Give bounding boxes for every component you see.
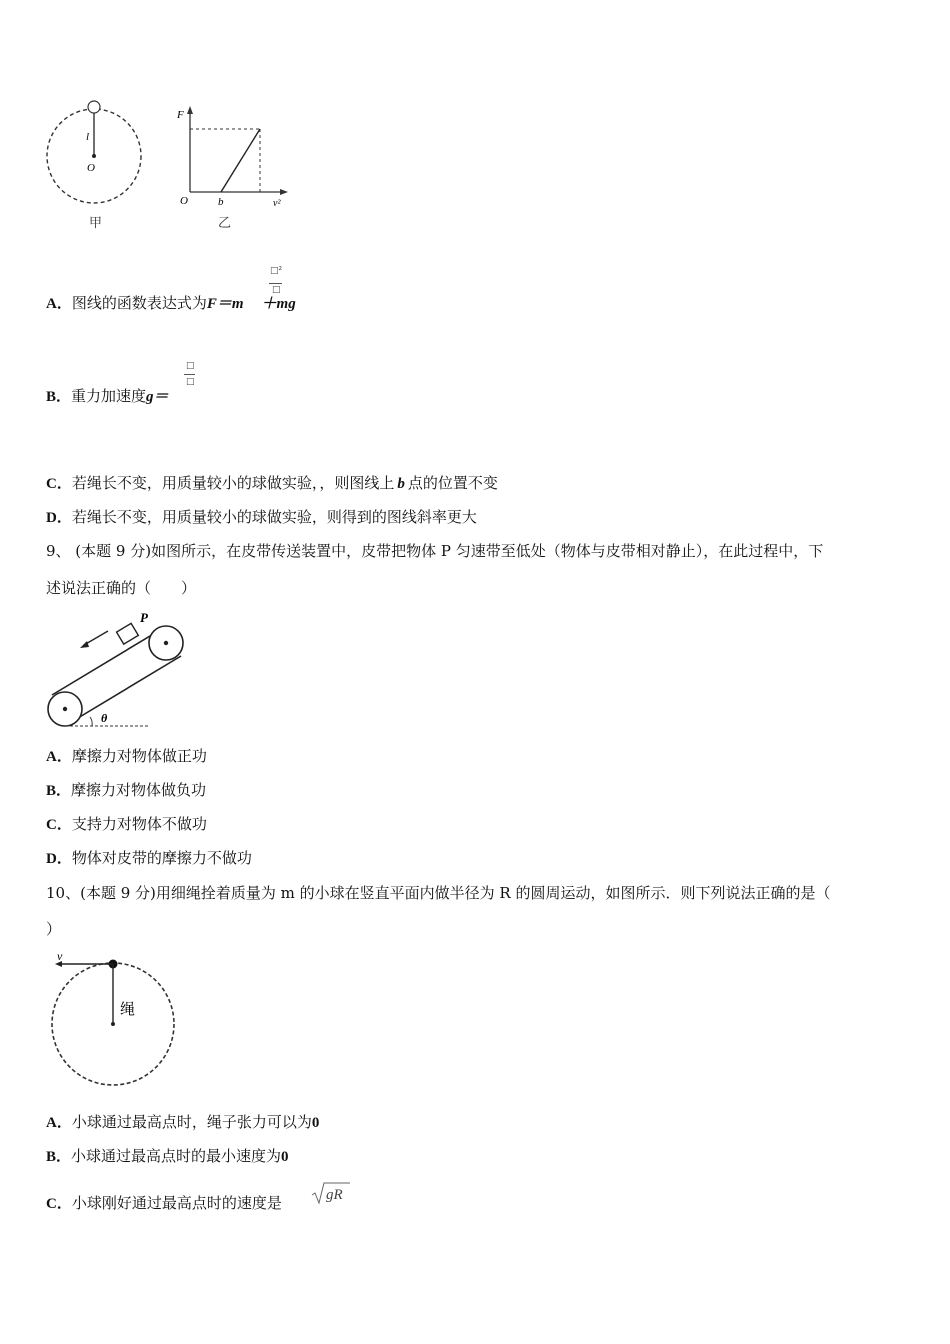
q10-stem-line1: 10、(本题 9 分)用细绳拴着质量为 m 的小球在竖直平面内做半径为 R 的圆周运动，如图所示．则下列说法正确的是（ [46, 884, 831, 902]
conveyor-belt-bottom [68, 656, 181, 724]
q8-option-a: A．图线的函数表达式为F＝m ＋mg [46, 294, 296, 312]
yi-label-b: b [218, 196, 224, 208]
q8-a-frac-den: □ [272, 285, 281, 295]
jia-ball [88, 101, 100, 113]
jia-label-l: l [86, 131, 90, 143]
q9-stem-line2: 述说法正确的（ ） [46, 579, 197, 597]
circle-center [111, 1022, 115, 1026]
conveyor-belt-top [52, 627, 165, 695]
q9-stem-line1: 9、 (本题 9 分)如图所示，在皮带传送装置中，皮带把物体 P 匀速带至低处（物体与皮带相对静止），在此过程中，下 [46, 542, 824, 560]
q9-option-b: B．摩擦力对物体做负功 [46, 781, 207, 799]
q8-option-d: D．若绳长不变，用质量较小的球做实验，则得到的图线斜率更大 [46, 508, 477, 526]
yi-axis-v-arrow [280, 189, 288, 195]
q8-option-b: B．重力加速度g＝ [46, 387, 169, 405]
jia-center [92, 154, 96, 158]
block-p [117, 623, 139, 644]
q9-option-d: D．物体对皮带的摩擦力不做功 [46, 849, 252, 867]
q10-option-c: C．小球刚好通过最高点时的速度是 [46, 1194, 282, 1212]
q8-a-frac-num: □² [270, 266, 283, 276]
yi-label-v2: v² [273, 198, 281, 209]
sqrt-gr [310, 1180, 352, 1206]
label-v: v [57, 949, 63, 963]
yi-graph-line [221, 129, 260, 192]
motion-arrow-head [80, 641, 89, 648]
label-p: P [140, 610, 148, 625]
q9-option-c: C．支持力对物体不做功 [46, 815, 207, 833]
figure-conveyor [40, 605, 200, 735]
yi-caption: 乙 [218, 216, 232, 231]
yi-label-f: F [177, 109, 184, 121]
jia-label-o: O [87, 162, 95, 174]
pulley-upper-axle [164, 641, 168, 645]
q10-option-b: B．小球通过最高点时的最小速度为0 [46, 1147, 289, 1165]
pulley-lower-axle [63, 707, 67, 711]
yi-label-origin: O [180, 195, 188, 207]
q10-stem-line2: ） [46, 920, 62, 938]
q8-b-frac-den: □ [186, 377, 195, 387]
label-theta: θ [101, 711, 108, 725]
q8-b-frac-num: □ [186, 361, 195, 371]
q8-option-c: C．若绳长不变，用质量较小的球做实验，，则图线上 b 点的位置不变 [46, 474, 498, 492]
q9-option-a: A．摩擦力对物体做正功 [46, 747, 207, 765]
q8-a-frac-bar [269, 283, 282, 284]
sqrt-radicand: gR [326, 1187, 343, 1203]
figure-yi [172, 100, 297, 215]
q10-option-a: A．小球通过最高点时，绳子张力可以为0 [46, 1113, 320, 1131]
yi-axis-f-arrow [187, 106, 193, 114]
q8-b-frac-bar [184, 374, 195, 375]
jia-caption: 甲 [89, 216, 103, 231]
figure-vertical-circle [44, 945, 184, 1090]
label-rope: 绳 [120, 1000, 136, 1018]
angle-arc [90, 717, 92, 726]
